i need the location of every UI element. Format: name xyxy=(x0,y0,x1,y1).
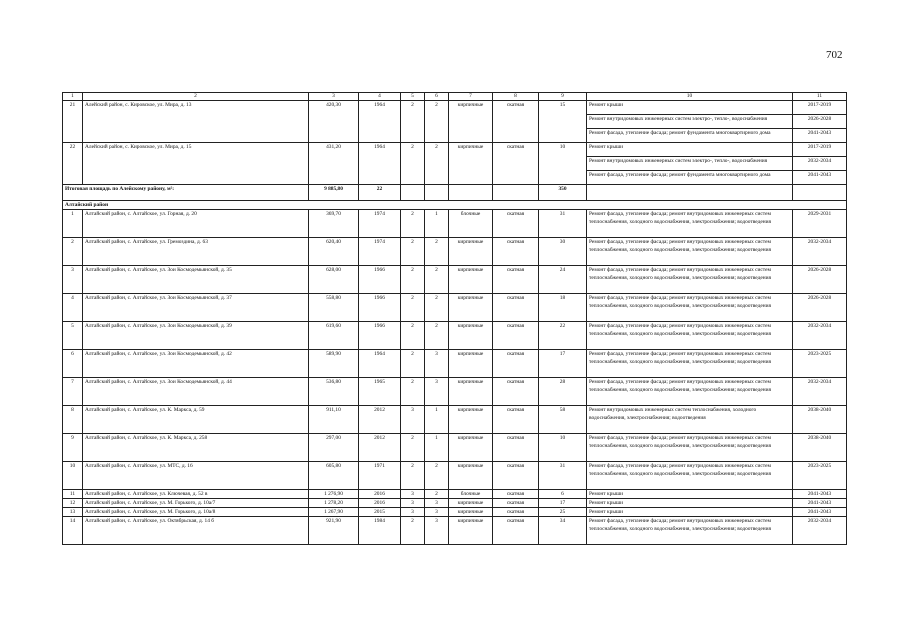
table-row xyxy=(63,406,847,434)
row-number-cell: 5 xyxy=(63,322,83,350)
apartments-cell: 58 xyxy=(539,406,587,434)
repair-work-cell: Ремонт крыши xyxy=(587,143,793,157)
empty-cell xyxy=(449,185,493,201)
repair-period-cell: 2017-2019 xyxy=(793,143,847,157)
address-cell: Алейский район, с. Кировское, ул. Мира, д. 13 xyxy=(83,101,309,143)
table-row xyxy=(63,378,847,406)
apartments-cell: 34 xyxy=(539,517,587,545)
repair-period-cell: 2032-2034 xyxy=(793,238,847,266)
floors-cell: 3 xyxy=(401,406,425,434)
year-cell: 2015 xyxy=(359,508,401,517)
area-cell: 431,20 xyxy=(309,143,359,185)
wall-material-cell: кирпичные xyxy=(449,350,493,378)
address-cell: Алейский район, с. Кировское, ул. Мира, д. 15 xyxy=(83,143,309,185)
year-cell: 1974 xyxy=(359,238,401,266)
address-cell: Алтайский район, с. Алтайское, ул. Зои Космодемьянской, д. 42 xyxy=(83,350,309,378)
entrances-cell: 2 xyxy=(425,143,449,185)
roof-type-cell: скатная xyxy=(493,266,539,294)
apartments-cell: 15 xyxy=(539,101,587,143)
year-cell: 2016 xyxy=(359,490,401,499)
roof-type-cell: скатная xyxy=(493,517,539,545)
table-row xyxy=(63,508,847,517)
column-header: 9 xyxy=(539,93,587,101)
table-row xyxy=(63,490,847,499)
repair-work-cell: Ремонт фасада, утепление фасада; ремонт внутридомовых инженерных систем теплоснабжения, холодного водоснабжения, электроснабжения; водоотведения xyxy=(587,462,793,490)
table-body xyxy=(63,93,847,545)
repair-work-cell: Ремонт фасада, утепление фасада; ремонт внутридомовых инженерных систем теплоснабжения, холодного водоснабжения, электроснабжения; водоотведения xyxy=(587,350,793,378)
repair-work-cell: Ремонт фасада, утепление фасада; ремонт внутридомовых инженерных систем теплоснабжения, холодного водоснабжения, электроснабжения; водоотведения xyxy=(587,517,793,545)
area-cell: 536,80 xyxy=(309,378,359,406)
row-number-cell: 14 xyxy=(63,517,83,545)
repair-work-cell: Ремонт внутридомовых инженерных систем электро-, тепло-, водоснабжения xyxy=(587,115,793,129)
repair-work-cell: Ремонт фасада, утепление фасада; ремонт внутридомовых инженерных систем теплоснабжения, холодного водоснабжения, электроснабжения; водоотведения xyxy=(587,266,793,294)
row-number-cell: 22 xyxy=(63,143,83,185)
table-row xyxy=(63,517,847,545)
repair-work-cell: Ремонт крыши xyxy=(587,499,793,508)
repair-period-cell: 2026-2028 xyxy=(793,115,847,129)
table-row xyxy=(63,210,847,238)
roof-type-cell: скатная xyxy=(493,143,539,185)
wall-material-cell: кирпичные xyxy=(449,378,493,406)
year-cell: 2016 xyxy=(359,499,401,508)
repair-work-cell: Ремонт фасада, утепление фасада; ремонт внутридомовых инженерных систем теплоснабжения, холодного водоснабжения, электроснабжения; водоотведения xyxy=(587,322,793,350)
housing-repair-table xyxy=(62,92,847,545)
roof-type-cell: скатная xyxy=(493,378,539,406)
entrances-cell: 2 xyxy=(425,462,449,490)
roof-type-cell: скатная xyxy=(493,406,539,434)
year-cell: 1964 xyxy=(359,143,401,185)
area-cell: 1 267,90 xyxy=(309,508,359,517)
floors-cell: 3 xyxy=(401,508,425,517)
year-cell: 2012 xyxy=(359,406,401,434)
area-cell: 589,90 xyxy=(309,350,359,378)
column-number-header-row xyxy=(63,93,847,101)
area-cell: 558,80 xyxy=(309,294,359,322)
wall-material-cell: кирпичные xyxy=(449,508,493,517)
entrances-cell: 2 xyxy=(425,101,449,143)
table-row xyxy=(63,294,847,322)
year-cell: 1964 xyxy=(359,101,401,143)
floors-cell: 3 xyxy=(401,499,425,508)
address-cell: Алтайский район, с. Алтайское, ул. Зои Космодемьянской, д. 35 xyxy=(83,266,309,294)
repair-work-cell: Ремонт крыши xyxy=(587,101,793,115)
floors-cell: 2 xyxy=(401,378,425,406)
total-row xyxy=(63,185,847,201)
year-cell: 2012 xyxy=(359,434,401,462)
total-apartments-cell: 350 xyxy=(539,185,587,201)
apartments-cell: 18 xyxy=(539,294,587,322)
repair-period-cell: 2038-2040 xyxy=(793,434,847,462)
address-cell: Алтайский район, с. Алтайское, ул. Ключевая, д. 52 в xyxy=(83,490,309,499)
table-row xyxy=(63,499,847,508)
year-cell: 1966 xyxy=(359,322,401,350)
apartments-cell: 10 xyxy=(539,143,587,185)
roof-type-cell: скатная xyxy=(493,490,539,499)
roof-type-cell: скатная xyxy=(493,101,539,143)
area-cell: 369,70 xyxy=(309,210,359,238)
row-number-cell: 9 xyxy=(63,434,83,462)
wall-material-cell: кирпичные xyxy=(449,462,493,490)
year-cell: 1966 xyxy=(359,266,401,294)
repair-period-cell: 2041-2043 xyxy=(793,129,847,143)
repair-work-cell: Ремонт внутридомовых инженерных систем электро-, тепло-, водоснабжения xyxy=(587,157,793,171)
repair-period-cell: 2026-2028 xyxy=(793,294,847,322)
wall-material-cell: кирпичные xyxy=(449,322,493,350)
apartments-cell: 25 xyxy=(539,508,587,517)
row-number-cell: 6 xyxy=(63,350,83,378)
table-row xyxy=(63,266,847,294)
entrances-cell: 3 xyxy=(425,508,449,517)
column-header: 1 xyxy=(63,93,83,101)
floors-cell: 2 xyxy=(401,350,425,378)
year-cell: 1964 xyxy=(359,350,401,378)
repair-work-cell: Ремонт фасада, утепление фасада; ремонт внутридомовых инженерных систем теплоснабжения, холодного водоснабжения, электроснабжения; водоотведения xyxy=(587,210,793,238)
area-cell: 1 276,90 xyxy=(309,490,359,499)
wall-material-cell: кирпичные xyxy=(449,434,493,462)
address-cell: Алтайский район, с. Алтайское, ул. Октябрьская, д. 14 б xyxy=(83,517,309,545)
address-cell: Алтайский район, с. Алтайское, ул. Горная, д. 20 xyxy=(83,210,309,238)
empty-cell xyxy=(587,185,793,201)
address-cell: Алтайский район, с. Алтайское, ул. К. Маркса, д. 59 xyxy=(83,406,309,434)
column-header: 7 xyxy=(449,93,493,101)
entrances-cell: 2 xyxy=(425,294,449,322)
row-number-cell: 12 xyxy=(63,499,83,508)
apartments-cell: 17 xyxy=(539,350,587,378)
floors-cell: 3 xyxy=(401,490,425,499)
address-cell: Алтайский район, с. Алтайское, ул. М. Горького, д. 10а/8 xyxy=(83,508,309,517)
repair-period-cell: 2041-2043 xyxy=(793,508,847,517)
roof-type-cell: скатная xyxy=(493,294,539,322)
section-title-cell: Алтайский район xyxy=(63,201,847,210)
repair-period-cell: 2032-2034 xyxy=(793,322,847,350)
floors-cell: 2 xyxy=(401,101,425,143)
entrances-cell: 3 xyxy=(425,517,449,545)
address-cell: Алтайский район, с. Алтайское, ул. Зои Космодемьянской, д. 39 xyxy=(83,322,309,350)
repair-period-cell: 2032-2034 xyxy=(793,157,847,171)
repair-work-cell: Ремонт фасада, утепление фасада; ремонт фундамента многоквартирного дома xyxy=(587,129,793,143)
apartments-cell: 24 xyxy=(539,266,587,294)
address-cell: Алтайский район, с. Алтайское, ул. Зои Космодемьянской, д. 44 xyxy=(83,378,309,406)
wall-material-cell: кирпичные xyxy=(449,101,493,143)
wall-material-cell: кирпичные xyxy=(449,238,493,266)
table-row xyxy=(63,322,847,350)
repair-work-cell: Ремонт фасада, утепление фасада; ремонт фундамента многоквартирного дома xyxy=(587,171,793,185)
roof-type-cell: скатная xyxy=(493,499,539,508)
apartments-cell: 31 xyxy=(539,210,587,238)
row-number-cell: 11 xyxy=(63,490,83,499)
row-number-cell: 21 xyxy=(63,101,83,143)
floors-cell: 2 xyxy=(401,434,425,462)
apartments-cell: 10 xyxy=(539,434,587,462)
table-row xyxy=(63,462,847,490)
entrances-cell: 2 xyxy=(425,490,449,499)
entrances-cell: 2 xyxy=(425,238,449,266)
apartments-cell: 31 xyxy=(539,462,587,490)
area-cell: 605,80 xyxy=(309,462,359,490)
wall-material-cell: кирпичные xyxy=(449,406,493,434)
apartments-cell: 6 xyxy=(539,490,587,499)
floors-cell: 2 xyxy=(401,143,425,185)
repair-work-cell: Ремонт крыши xyxy=(587,490,793,499)
floors-cell: 2 xyxy=(401,266,425,294)
year-cell: 1971 xyxy=(359,462,401,490)
repair-period-cell: 2038-2040 xyxy=(793,406,847,434)
year-cell: 1984 xyxy=(359,517,401,545)
floors-cell: 2 xyxy=(401,462,425,490)
roof-type-cell: скатная xyxy=(493,322,539,350)
roof-type-cell: скатная xyxy=(493,508,539,517)
repair-period-cell: 2032-2034 xyxy=(793,517,847,545)
address-cell: Алтайский район, с. Алтайское, ул. М. Горького, д. 10а/7 xyxy=(83,499,309,508)
repair-work-cell: Ремонт фасада, утепление фасада; ремонт внутридомовых инженерных систем теплоснабжения, холодного водоснабжения, электроснабжения; водоотведения xyxy=(587,434,793,462)
total-label-cell: Итоговая площадь по Алейскому району, м²: xyxy=(63,185,309,201)
wall-material-cell: кирпичные xyxy=(449,143,493,185)
column-header: 10 xyxy=(587,93,793,101)
wall-material-cell: кирпичные xyxy=(449,266,493,294)
table-row xyxy=(63,350,847,378)
column-header: 2 xyxy=(83,93,309,101)
wall-material-cell: кирпичные xyxy=(449,294,493,322)
column-header: 3 xyxy=(309,93,359,101)
row-number-cell: 7 xyxy=(63,378,83,406)
column-header: 6 xyxy=(425,93,449,101)
roof-type-cell: скатная xyxy=(493,434,539,462)
row-number-cell: 1 xyxy=(63,210,83,238)
address-cell: Алтайский район, с. Алтайское, ул. Гремоздина, д. 63 xyxy=(83,238,309,266)
area-cell: 911,10 xyxy=(309,406,359,434)
entrances-cell: 3 xyxy=(425,499,449,508)
area-cell: 628,00 xyxy=(309,266,359,294)
empty-cell xyxy=(493,185,539,201)
area-cell: 420,30 xyxy=(309,101,359,143)
roof-type-cell: скатная xyxy=(493,238,539,266)
address-cell: Алтайский район, с. Алтайское, ул. К. Маркса, д. 258 xyxy=(83,434,309,462)
roof-type-cell: скатная xyxy=(493,462,539,490)
row-number-cell: 10 xyxy=(63,462,83,490)
repair-period-cell: 2041-2043 xyxy=(793,490,847,499)
apartments-cell: 30 xyxy=(539,238,587,266)
area-cell: 297,00 xyxy=(309,434,359,462)
repair-work-cell: Ремонт фасада, утепление фасада; ремонт внутридомовых инженерных систем теплоснабжения, холодного водоснабжения, электроснабжения; водоотведения xyxy=(587,294,793,322)
year-cell: 1974 xyxy=(359,210,401,238)
wall-material-cell: блочные xyxy=(449,490,493,499)
entrances-cell: 1 xyxy=(425,210,449,238)
floors-cell: 2 xyxy=(401,210,425,238)
repair-period-cell: 2023-2025 xyxy=(793,462,847,490)
entrances-cell: 3 xyxy=(425,378,449,406)
repair-period-cell: 2023-2025 xyxy=(793,350,847,378)
table-row xyxy=(63,238,847,266)
wall-material-cell: кирпичные xyxy=(449,517,493,545)
wall-material-cell: блочные xyxy=(449,210,493,238)
roof-type-cell: скатная xyxy=(493,210,539,238)
row-number-cell: 3 xyxy=(63,266,83,294)
area-cell: 1 278,20 xyxy=(309,499,359,508)
column-header: 5 xyxy=(401,93,425,101)
total-count-cell: 22 xyxy=(359,185,401,201)
empty-cell xyxy=(401,185,425,201)
repair-period-cell: 2017-2019 xyxy=(793,101,847,115)
section-title-row xyxy=(63,201,847,210)
empty-cell xyxy=(425,185,449,201)
floors-cell: 2 xyxy=(401,294,425,322)
column-header: 8 xyxy=(493,93,539,101)
repair-work-cell: Ремонт фасада, утепление фасада; ремонт внутридомовых инженерных систем теплоснабжения, холодного водоснабжения, электроснабжения; водоотведения xyxy=(587,238,793,266)
row-number-cell: 13 xyxy=(63,508,83,517)
empty-cell xyxy=(793,185,847,201)
apartments-cell: 17 xyxy=(539,499,587,508)
repair-work-cell: Ремонт фасада, утепление фасада; ремонт внутридомовых инженерных систем теплоснабжения, холодного водоснабжения, электроснабжения; водоотведения xyxy=(587,378,793,406)
table-row xyxy=(63,101,847,115)
wall-material-cell: кирпичные xyxy=(449,499,493,508)
repair-work-cell: Ремонт внутридомовых инженерных систем теплоснабжения, холодного водоснабжения, электроснабжения; водоотведения xyxy=(587,406,793,434)
total-area-cell: 9 885,80 xyxy=(309,185,359,201)
floors-cell: 2 xyxy=(401,238,425,266)
floors-cell: 2 xyxy=(401,322,425,350)
area-cell: 619,60 xyxy=(309,322,359,350)
floors-cell: 2 xyxy=(401,517,425,545)
repair-period-cell: 2026-2028 xyxy=(793,266,847,294)
year-cell: 1966 xyxy=(359,294,401,322)
address-cell: Алтайский район, с. Алтайское, ул. МТС, д. 16 xyxy=(83,462,309,490)
repair-period-cell: 2032-2034 xyxy=(793,378,847,406)
repair-period-cell: 2029-2031 xyxy=(793,210,847,238)
column-header: 11 xyxy=(793,93,847,101)
address-cell: Алтайский район, с. Алтайское, ул. Зои Космодемьянской, д. 37 xyxy=(83,294,309,322)
apartments-cell: 28 xyxy=(539,378,587,406)
repair-period-cell: 2041-2043 xyxy=(793,499,847,508)
roof-type-cell: скатная xyxy=(493,350,539,378)
table-row xyxy=(63,143,847,157)
row-number-cell: 4 xyxy=(63,294,83,322)
entrances-cell: 3 xyxy=(425,350,449,378)
repair-period-cell: 2041-2043 xyxy=(793,171,847,185)
column-header: 4 xyxy=(359,93,401,101)
table-row xyxy=(63,434,847,462)
repair-work-cell: Ремонт крыши xyxy=(587,508,793,517)
row-number-cell: 2 xyxy=(63,238,83,266)
area-cell: 620,40 xyxy=(309,238,359,266)
entrances-cell: 1 xyxy=(425,434,449,462)
row-number-cell: 8 xyxy=(63,406,83,434)
apartments-cell: 22 xyxy=(539,322,587,350)
area-cell: 921,90 xyxy=(309,517,359,545)
entrances-cell: 1 xyxy=(425,406,449,434)
entrances-cell: 2 xyxy=(425,266,449,294)
year-cell: 1965 xyxy=(359,378,401,406)
entrances-cell: 2 xyxy=(425,322,449,350)
page-number: 702 xyxy=(826,49,843,61)
